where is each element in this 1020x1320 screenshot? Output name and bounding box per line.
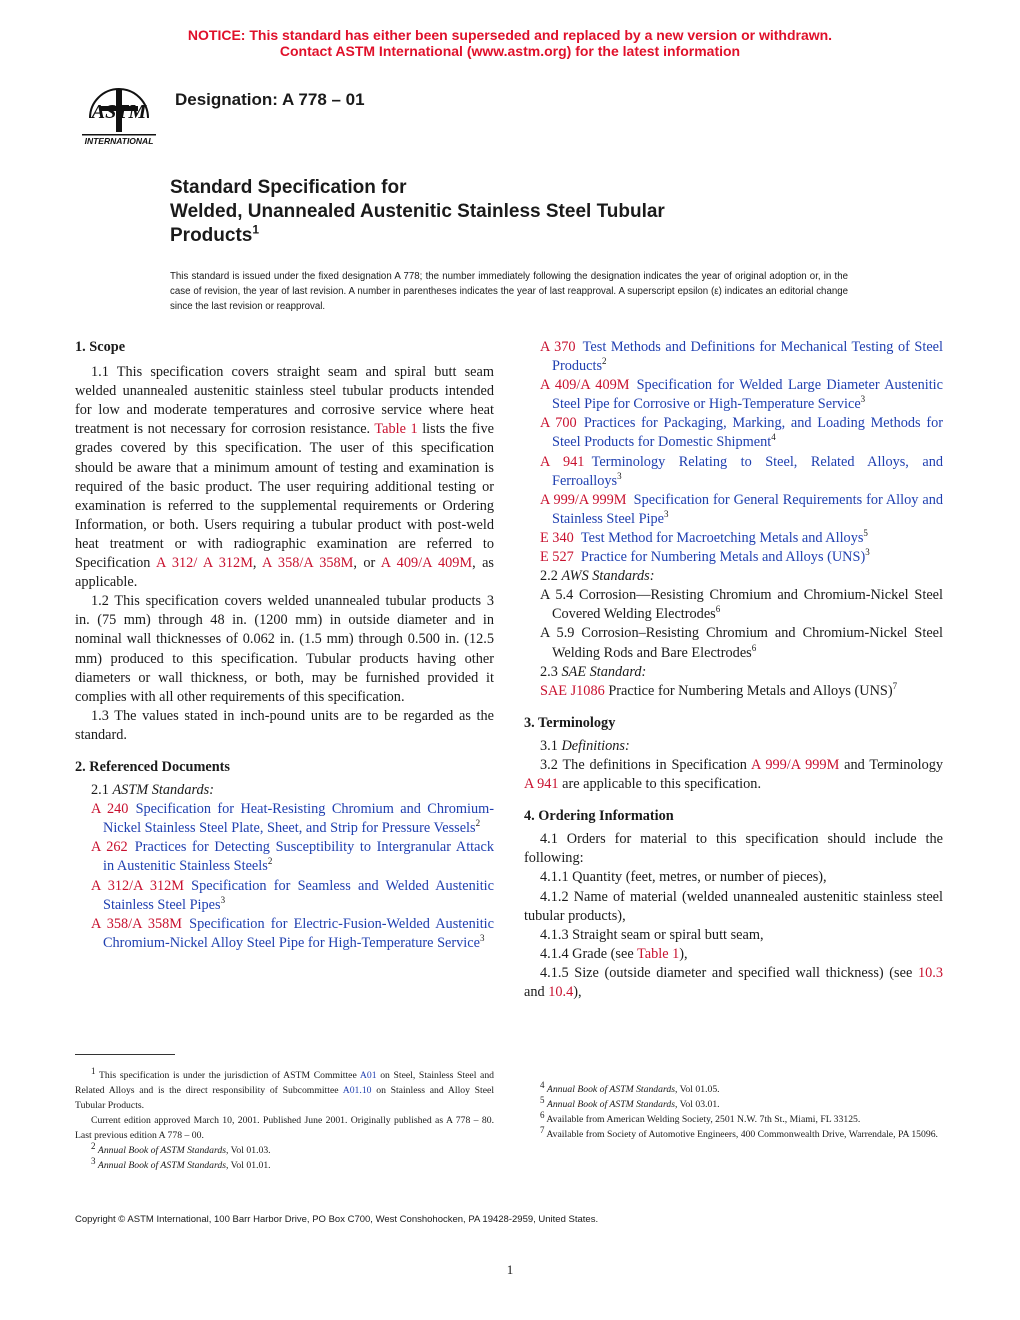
footnotes-left xyxy=(75,1065,495,1173)
link-table-1[interactable]: Table 1 xyxy=(374,421,418,438)
section-2-heading: 2. Referenced Documents xyxy=(75,758,230,775)
aws-reference-item: A 5.4 Corrosion—Resisting Chromium and Chromium-Nickel Steel Covered Welding Electrodes$^6$ xyxy=(540,587,943,623)
footnote-4: $^4$ Annual Book of ASTM Standards, Vol 01.05. xyxy=(540,1079,720,1095)
withdrawal-notice xyxy=(0,27,1020,59)
reference-code-link[interactable]: A 941 xyxy=(540,453,585,470)
reference-code-link[interactable]: A 700 xyxy=(540,415,577,432)
reference-item xyxy=(524,453,943,491)
reference-footnote-ref: 2 xyxy=(475,818,481,829)
reference-code-link[interactable]: A 358/A 358M xyxy=(91,915,183,932)
astm-references-left xyxy=(75,800,494,953)
reference-title-link[interactable]: Practice for Numbering Metals and Alloys (UNS) xyxy=(580,549,866,566)
reference-code-link[interactable]: A 240 xyxy=(91,801,129,818)
sae-reference: SAE J1086 Practice for Numbering Metals and Alloys (UNS)$^7$ xyxy=(540,680,898,699)
footnote-5: $^5$ Annual Book of ASTM Standards, Vol 03.01. xyxy=(540,1094,720,1110)
para-4-1-1: 4.1.1 Quantity (feet, metres, or number of pieces), xyxy=(540,869,827,886)
reference-item xyxy=(75,838,494,876)
astm-standards-label: 2.1 ASTM Standards: xyxy=(91,782,214,799)
reference-title-link[interactable]: Practices for Packaging, Marking, and Loading Methods for Steel Products for Domestic Shipment xyxy=(552,415,943,451)
astm-references-right xyxy=(524,338,943,567)
link-10-4[interactable]: 10.4 xyxy=(548,984,574,1000)
reference-title-link[interactable]: Specification for Seamless and Welded Austenitic Stainless Steel Pipes xyxy=(103,877,494,913)
right-column xyxy=(524,338,943,1002)
reference-title-link[interactable]: Practices for Detecting Susceptibility to Intergranular Attack in Austenitic Stainless Steels xyxy=(103,839,494,875)
para-1-1: 1.1 This specification covers straight seam and spiral butt seam welded unannealed austenitic stainless steel tubular products intended for low and moderate temperatures and corrosive service where heat treatment is not necessary for corrosion resistance. Table 1 lists the five grades covered by this specification. The user of this specification should be aware that a minimum amount of testing and examination is required of the basic product. The user requiring additional testing or examination is referred to the supplemental requirements or Ordering Information, or both. Users requiring a tubular product with post-weld heat treatment or with radiographic examination are referred to Specification A 312/ A 312M, A 358/A 358M, or A 409/A 409M, as applicable. xyxy=(75,364,494,591)
sae-standard-label: 2.3 SAE Standard: xyxy=(540,663,647,680)
reference-title-link[interactable]: Specification for Electric-Fusion-Welded Austenitic Chromium-Nickel Alloy Steel Pipe for High-Temperature Service xyxy=(103,915,494,951)
reference-item xyxy=(524,491,943,529)
para-4-1-3: 4.1.3 Straight seam or spiral butt seam, xyxy=(540,926,764,943)
aws-standards-label: 2.2 AWS Standards: xyxy=(540,568,655,585)
footnote-3: $^3$ Annual Book of ASTM Standards, Vol 01.01. xyxy=(91,1155,271,1171)
astm-logo-icon xyxy=(78,76,160,148)
link-a312[interactable]: A 312/ A 312M xyxy=(156,555,253,572)
reference-footnote-ref: 2 xyxy=(602,356,607,367)
section-1-heading: 1. Scope xyxy=(75,339,126,355)
reference-footnote-ref: 4 xyxy=(771,432,776,443)
footnotes-right xyxy=(524,1079,943,1142)
footnote-6: $^6$ Available from American Welding Society, 2501 N.W. 7th St., Miami, FL 33125. xyxy=(540,1109,861,1125)
title-line-3: Products$^1$ xyxy=(170,222,260,246)
reference-title-link[interactable]: Specification for Heat-Resisting Chromium and Chromium-Nickel Stainless Steel Plate, Sheet, and Strip for Pressure Vessels xyxy=(103,801,494,837)
reference-code-link[interactable]: E 527 xyxy=(540,549,574,566)
link-a941[interactable]: A 941 xyxy=(524,776,559,793)
para-4-1-4: 4.1.4 Grade (see Table 1), xyxy=(540,945,688,962)
reference-item xyxy=(75,800,494,838)
reference-code-link[interactable]: A 312/A 312M xyxy=(91,877,184,894)
footnote-divider xyxy=(75,1054,175,1055)
reference-footnote-ref: 5 xyxy=(863,528,868,539)
para-1-3: 1.3 The values stated in inch-pound units are to be regarded as the standard. xyxy=(75,707,494,743)
reference-title-link[interactable]: Test Method for Macroetching Metals and Alloys xyxy=(580,529,864,546)
section-4-heading: 4. Ordering Information xyxy=(524,808,674,825)
link-a01[interactable]: A01 xyxy=(359,1070,377,1081)
notice-line-1: NOTICE: This standard has either been superseded and replaced by a new version or withdrawn. xyxy=(187,27,833,43)
link-table-1-b[interactable]: Table 1 xyxy=(637,945,680,962)
para-1-2: 1.2 This specification covers welded unannealed tubular products 3 in. (75 mm) through 48 in. (1200 mm) in outside diameter and in nominal wall thicknesses of 0.062 in. (1.5 mm) through 0.500 in. (12.5 mm) produced to this specification. Tubular products having other diameters or wall thickness, or both, may be furnished provided it complies with all other requirements of this specification. xyxy=(75,593,494,705)
sae-code-link[interactable]: SAE J1086 xyxy=(540,682,605,699)
logo-text: ASTM xyxy=(91,101,147,123)
logo-subtext: INTERNATIONAL xyxy=(84,136,154,146)
reference-footnote-ref: 3 xyxy=(220,894,226,905)
footnote-1-edition: Current edition approved March 10, 2001. Published June 2001. Originally published as A 778 – 80. Last previous edition A 778 – 00. xyxy=(75,1115,494,1141)
issuance-note: This standard is issued under the fixed designation A 778; the number immediately following the designation indicates the year of original adoption or, in the case of revision, the year of last revision. A number in parentheses indicates the year of last reapproval. A superscript epsilon (ε) indicates an editorial change since the last revision or reapproval. xyxy=(170,271,848,312)
reference-title-link[interactable]: Specification for General Requirements for Alloy and Stainless Steel Pipe xyxy=(552,491,943,527)
footnote-7: $^7$ Available from Society of Automotive Engineers, 400 Commonwealth Drive, Warrendale, PA 15096. xyxy=(540,1124,938,1140)
reference-footnote-ref: 2 xyxy=(267,856,273,867)
aws-reference-item: A 5.9 Corrosion–Resisting Chromium and Chromium-Nickel Steel Welding Rods and Bare Electrodes$^6$ xyxy=(540,625,943,661)
link-a01-10[interactable]: A01.10 xyxy=(342,1085,372,1096)
reference-item xyxy=(75,877,494,915)
reference-footnote-ref: 3 xyxy=(664,509,669,520)
para-4-1: 4.1 Orders for material to this specification should include the following: xyxy=(524,831,943,867)
reference-code-link[interactable]: A 370 xyxy=(540,339,576,355)
reference-code-link[interactable]: A 999/A 999M xyxy=(540,491,627,508)
reference-title-link[interactable]: Test Methods and Definitions for Mechanical Testing of Steel Products xyxy=(552,339,943,375)
notice-line-2: Contact ASTM International (www.astm.org) for the latest information xyxy=(279,43,741,59)
reference-footnote-ref: 3 xyxy=(617,470,622,481)
reference-item xyxy=(524,376,943,414)
reference-code-link[interactable]: A 262 xyxy=(91,839,128,856)
aws-references xyxy=(524,586,943,662)
designation: Designation: A 778 – 01 xyxy=(175,90,365,109)
document-title xyxy=(170,176,665,248)
reference-footnote-ref: 3 xyxy=(860,394,866,405)
para-3-2: 3.2 The definitions in Specification A 999/A 999M and Terminology A 941 are applicable to this specification. xyxy=(524,756,944,793)
reference-item xyxy=(524,414,943,452)
reference-item xyxy=(75,915,494,953)
reference-item xyxy=(524,338,943,376)
link-a409[interactable]: A 409/A 409M xyxy=(380,555,473,572)
reference-title-link[interactable]: Terminology Relating to Steel, Related Alloys, and Ferroalloys xyxy=(552,453,943,489)
para-3-1: 3.1 Definitions: xyxy=(540,737,630,754)
footnote-1: $^1$ This specification is under the jurisdiction of ASTM Committee A01 on Steel, Stainless Steel and Related Alloys and is the direct responsibility of Subcommittee A01.10 on Stainless and Alloy Steel Tubular Products. xyxy=(75,1065,495,1111)
title-footnote-ref: 1 xyxy=(252,222,260,237)
section-3-heading: 3. Terminology xyxy=(524,714,616,731)
reference-item xyxy=(524,548,943,567)
para-4-1-2: 4.1.2 Name of material (welded unannealed austenitic stainless steel tubular products), xyxy=(524,888,943,924)
astm-logo xyxy=(78,76,160,148)
title-line-1: Standard Specification for xyxy=(170,177,407,198)
para-4-1-5: 4.1.5 Size (outside diameter and specified wall thickness) (see 10.3 and 10.4), xyxy=(524,964,943,1000)
reference-item xyxy=(524,529,943,548)
link-10-3[interactable]: 10.3 xyxy=(917,964,943,981)
reference-code-link[interactable]: E 340 xyxy=(540,529,574,546)
reference-footnote-ref: 3 xyxy=(865,547,870,558)
reference-footnote-ref: 3 xyxy=(479,933,485,944)
page-number: 1 xyxy=(506,1262,514,1277)
left-column xyxy=(75,338,494,953)
footnote-2: $^2$ Annual Book of ASTM Standards, Vol 01.03. xyxy=(91,1140,271,1156)
reference-title-link[interactable]: Specification for Welded Large Diameter Austenitic Steel Pipe for Corrosive or High-Temperature Service xyxy=(552,377,943,413)
copyright-line: Copyright © ASTM International, 100 Barr Harbor Drive, PO Box C700, West Conshohocken, PA 19428-2959, United States. xyxy=(75,1214,599,1225)
link-a358[interactable]: A 358/A 358M xyxy=(262,555,354,572)
title-line-2: Welded, Unannealed Austenitic Stainless Steel Tubular xyxy=(170,201,665,222)
reference-code-link[interactable]: A 409/A 409M xyxy=(540,377,630,394)
link-a999[interactable]: A 999/A 999M xyxy=(750,756,840,773)
